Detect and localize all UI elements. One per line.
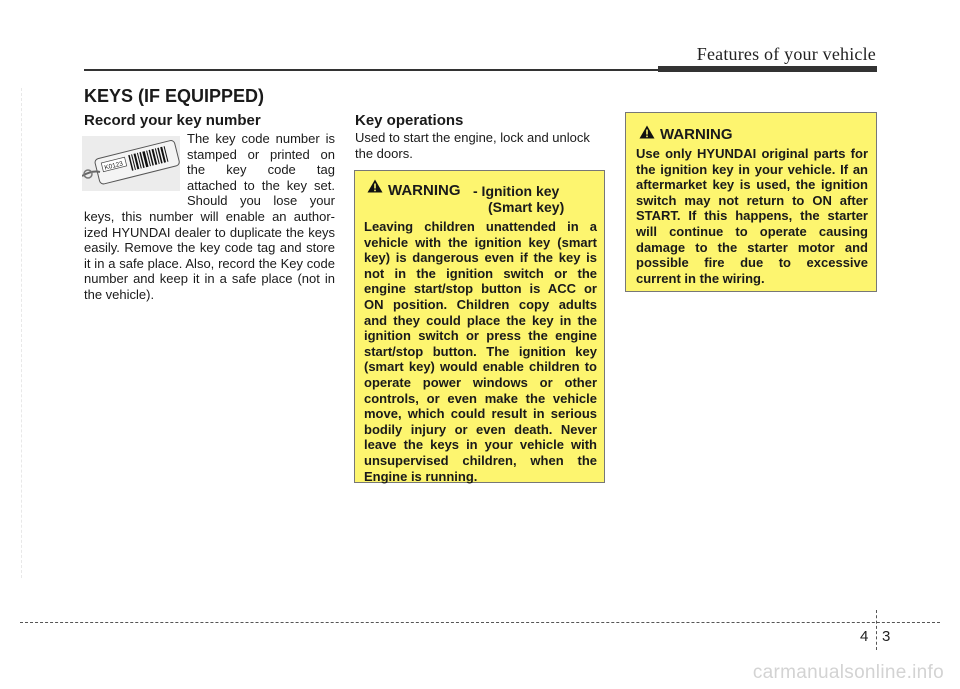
warning-label: WARNING bbox=[660, 126, 733, 143]
text-line: stamped or printed on bbox=[187, 146, 335, 162]
record-key-heading: Record your key number bbox=[84, 112, 261, 129]
warning-triangle-icon bbox=[367, 179, 383, 193]
margin-guide bbox=[21, 88, 22, 578]
key-number-text-beside-image bbox=[187, 131, 335, 209]
key-operations-heading: Key operations bbox=[355, 112, 464, 129]
page-title: KEYS (IF EQUIPPED) bbox=[84, 86, 265, 106]
section-title: Features of your vehicle bbox=[696, 44, 876, 64]
warning-box-ignition-key bbox=[354, 170, 605, 483]
warning-box-original-parts bbox=[625, 112, 877, 292]
text-line: The key code number is bbox=[187, 131, 335, 146]
watermark: carmanualsonline.info bbox=[752, 662, 944, 683]
footer-rule bbox=[20, 622, 940, 623]
warning-body-text: Use only HYUNDAI original parts for the ignition key in your vehicle. If an aftermarket key is used, the ignition switch may not return to ON after START. If this happens, the starter will continue to operate causing damage to the starter motor and possible fire due to excessive current in the wiring. bbox=[636, 146, 868, 286]
key-number-paragraph: keys, this number will enable an author-ized HYUNDAI dealer to duplicate the keys easily. Remove the key code tag and store it in a safe place. Also, record the Key code number and keep it in a safe place (not in the vehicle). bbox=[84, 209, 335, 302]
warning-triangle-icon bbox=[639, 125, 655, 139]
text-line: the key code tag bbox=[187, 162, 335, 178]
warning-subtitle: - Ignition key bbox=[473, 183, 560, 199]
key-code-tag-image bbox=[82, 136, 180, 191]
text-line: Should you lose your bbox=[187, 193, 335, 209]
key-operations-text: Used to start the engine, lock and unlock the doors. bbox=[355, 130, 590, 161]
warning-body-text: Leaving children unattended in a vehicle with the ignition key (smart key) is dangerous even if the key is not in the ignition switch or the engine start/stop button is ACC or ON position. Children copy adults and they could place the key in the ignition switch or press the engine start/stop button. The ignition key (smart key) would enable children to operate power windows or other controls, or even make the vehicle move, which could result in serious bodily injury or even death. Never leave the keys in your vehicle with unsupervised children, when the Engine is running. bbox=[364, 219, 597, 484]
chapter-number: 4 bbox=[860, 628, 869, 645]
warning-label: WARNING bbox=[388, 182, 461, 199]
page-number: 3 bbox=[882, 628, 891, 645]
text-line: attached to the key set. bbox=[187, 177, 335, 193]
svg-text:K0123: K0123 bbox=[103, 160, 124, 172]
header-bar bbox=[658, 66, 877, 72]
header-rule bbox=[84, 69, 660, 71]
warning-subtitle-continued: (Smart key) bbox=[488, 199, 565, 215]
footer-divider bbox=[876, 610, 877, 650]
